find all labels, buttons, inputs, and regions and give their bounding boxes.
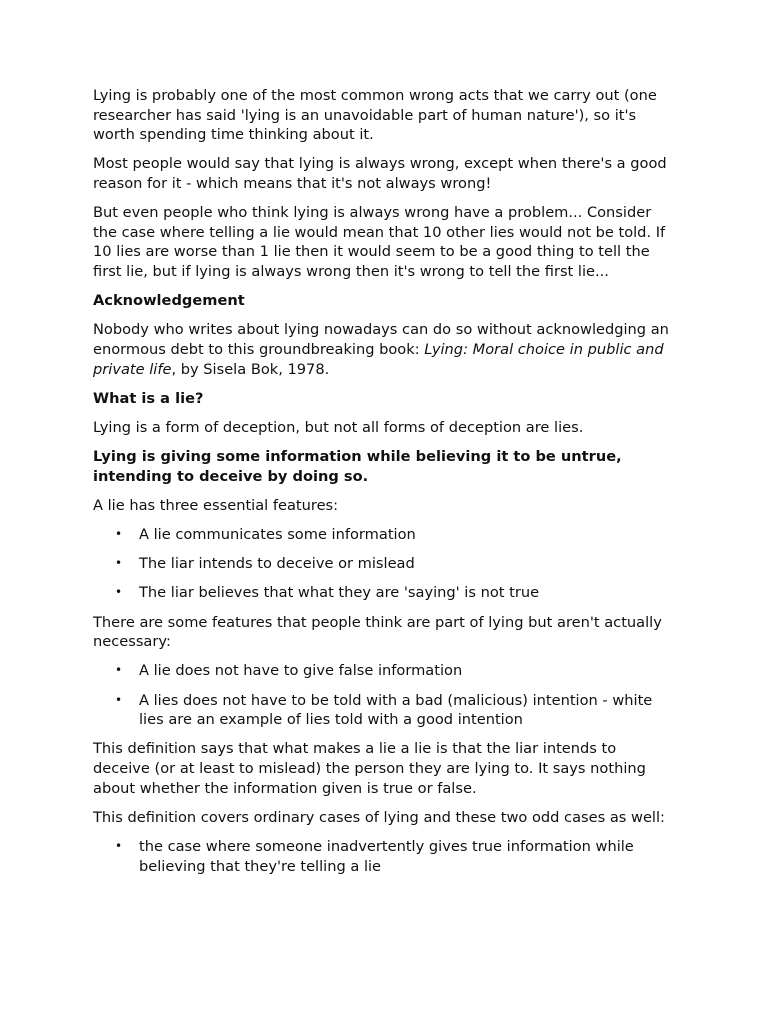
acknowledgement-heading: Acknowledgement (93, 292, 245, 310)
list-item: • A lies does not have to be told with a bad (malicious) intention - white lies are an example of lies told with a good intention (93, 691, 674, 730)
not-necessary-intro: There are some features that people think are part of lying but aren't actually necessary: (93, 613, 662, 651)
list-item: • A lie communicates some information (93, 525, 674, 545)
odd-cases-intro: This definition covers ordinary cases of lying and these two odd cases as well: (93, 808, 665, 826)
features-intro: A lie has three essential features: (93, 496, 339, 514)
acknowledgement-paragraph (93, 320, 674, 379)
not-necessary-list (93, 661, 674, 729)
list-item: • The liar intends to deceive or mislead (93, 554, 674, 574)
lie-definition: Lying is giving some information while believing it to be untrue, intending to deceive by doing so. (93, 448, 622, 485)
acknowledgement-citation: , by Sisela Bok, 1978. (171, 360, 330, 378)
problem-paragraph: But even people who think lying is always wrong have a problem... Consider the case where telling a lie would mean that 10 other lies would not be told. If 10 lies are worse than 1 lie then it would seem to be a good thing to tell the first lie, but if lying is always wrong then it's wrong to tell the first lie... (93, 204, 666, 280)
essential-features-list (93, 525, 674, 603)
what-is-a-lie-heading: What is a lie? (93, 389, 204, 407)
list-item: • the case where someone inadvertently gives true information while believing that they're telling a lie (93, 837, 674, 876)
acknowledgement-text: Nobody who writes about lying nowadays can do so without acknowledging an enormous debt to this groundbreaking book: (93, 321, 669, 358)
list-item: • The liar believes that what they are 'saying' is not true (93, 583, 674, 603)
definition-note-paragraph: This definition says that what makes a lie a lie is that the liar intends to deceive (or at least to mislead) the person they are lying to. It says nothing about whether the information given is true or false. (93, 740, 646, 797)
always-wrong-paragraph: Most people would say that lying is always wrong, except when there's a good reason for it - which means that it's not always wrong! (93, 155, 667, 192)
deception-paragraph: Lying is a form of deception, but not all forms of deception are lies. (93, 418, 584, 436)
intro-paragraph: Lying is probably one of the most common wrong acts that we carry out (one researcher has said 'lying is an unavoidable part of human nature'), so it's worth spending time thinking about it. (93, 87, 657, 144)
list-item: • A lie does not have to give false information (93, 661, 674, 681)
book-title: Lying: Moral choice in public and private life (93, 340, 664, 378)
odd-cases-list (93, 837, 674, 876)
